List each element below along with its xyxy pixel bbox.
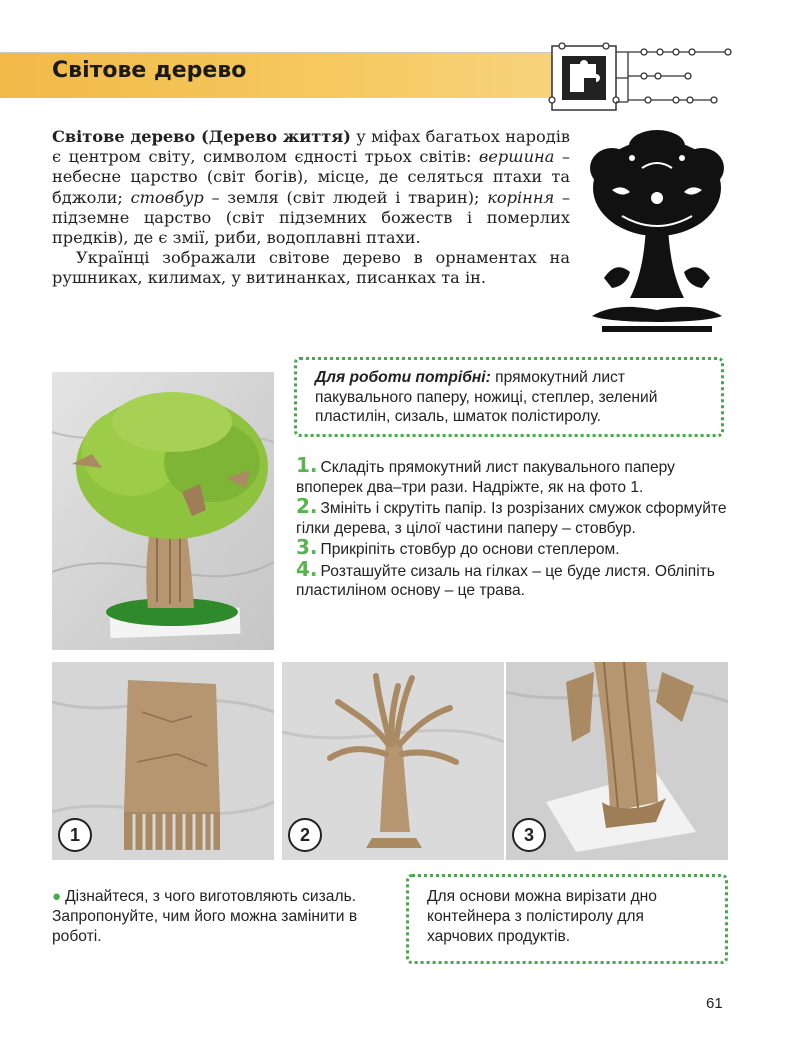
intro-text-4: – підземне царство (світ підземних божеств і померлих предків), де є змії, риби, водоплавні птахи. [52,187,570,248]
step-photo-1 [52,662,274,860]
finished-tree-photo [52,372,274,650]
intro-paragraph-1 [52,127,570,248]
step-number: 1. [296,453,318,477]
step-number: 2. [296,494,318,518]
step-4 [296,556,730,601]
intro-text [52,127,570,289]
page-title: Світове дерево [52,58,247,83]
materials-box [294,357,724,437]
materials-lead: Для роботи потрібні: [315,369,491,386]
step-number: 3. [296,535,318,559]
step-2 [296,494,730,538]
step-photo-2 [282,662,504,860]
page-number: 61 [706,995,723,1012]
steps-list [296,453,730,601]
bullet-icon: ● [52,888,62,905]
note-box [406,874,728,964]
step-text: Складіть прямокутний лист пакувального паперу впоперек два–три рази. Надріжте, як на фото 1. [296,459,675,496]
note-text: Для основи можна вирізати дно контейнера з полістиролу для харчових продуктів. [427,888,657,945]
intro-trunk: стовбур [130,187,204,207]
intro-roots: коріння [487,187,555,207]
intro-text-3: – земля (світ людей і тварин); [203,187,488,207]
intro-text-1: у міфах багатьох народів є центром світу, символом єдності трьох світів: [52,127,570,167]
tree-of-life-illustration [582,128,732,342]
materials-text: прямокутний лист пакувального паперу, ножиці, степлер, зелений пластилін, сизаль, шматок полістиролу. [315,369,658,425]
step-1 [296,453,730,497]
step-3 [296,535,730,560]
task-body: Дізнайтеся, з чого виготовляють сизаль. Запропонуйте, чим його можна замінити в роботі. [52,888,358,945]
step-number: 4. [296,556,318,581]
photo-badge-3: 3 [512,818,546,852]
step-text: Змініть і скрутіть папір. Із розрізаних смужок сформуйте гілки дерева, з цілої частини паперу – стовбур. [296,500,727,537]
step-text: Розташуйте сизаль на гілках – це буде листя. Обліпіть пластиліном основу – це трава. [296,562,715,599]
intro-term: Світове дерево (Дерево життя) [52,127,351,146]
intro-text-2: – небесне царство (світ богів), місце, де селяться птахи та бджоли; [52,147,570,207]
photo-badge-1: 1 [58,818,92,852]
photo-badge-2: 2 [288,818,322,852]
intro-paragraph-2: Українці зображали світове дерево в орнаментах на рушниках, килимах, у витинанках, писанках та ін. [52,248,570,288]
step-photo-3 [506,662,728,860]
puzzle-icon [548,38,738,118]
header-rule [0,52,556,53]
intro-crown: вершина [478,147,555,167]
task-text [52,887,392,947]
step-text: Прикріпіть стовбур до основи степлером. [320,541,620,558]
